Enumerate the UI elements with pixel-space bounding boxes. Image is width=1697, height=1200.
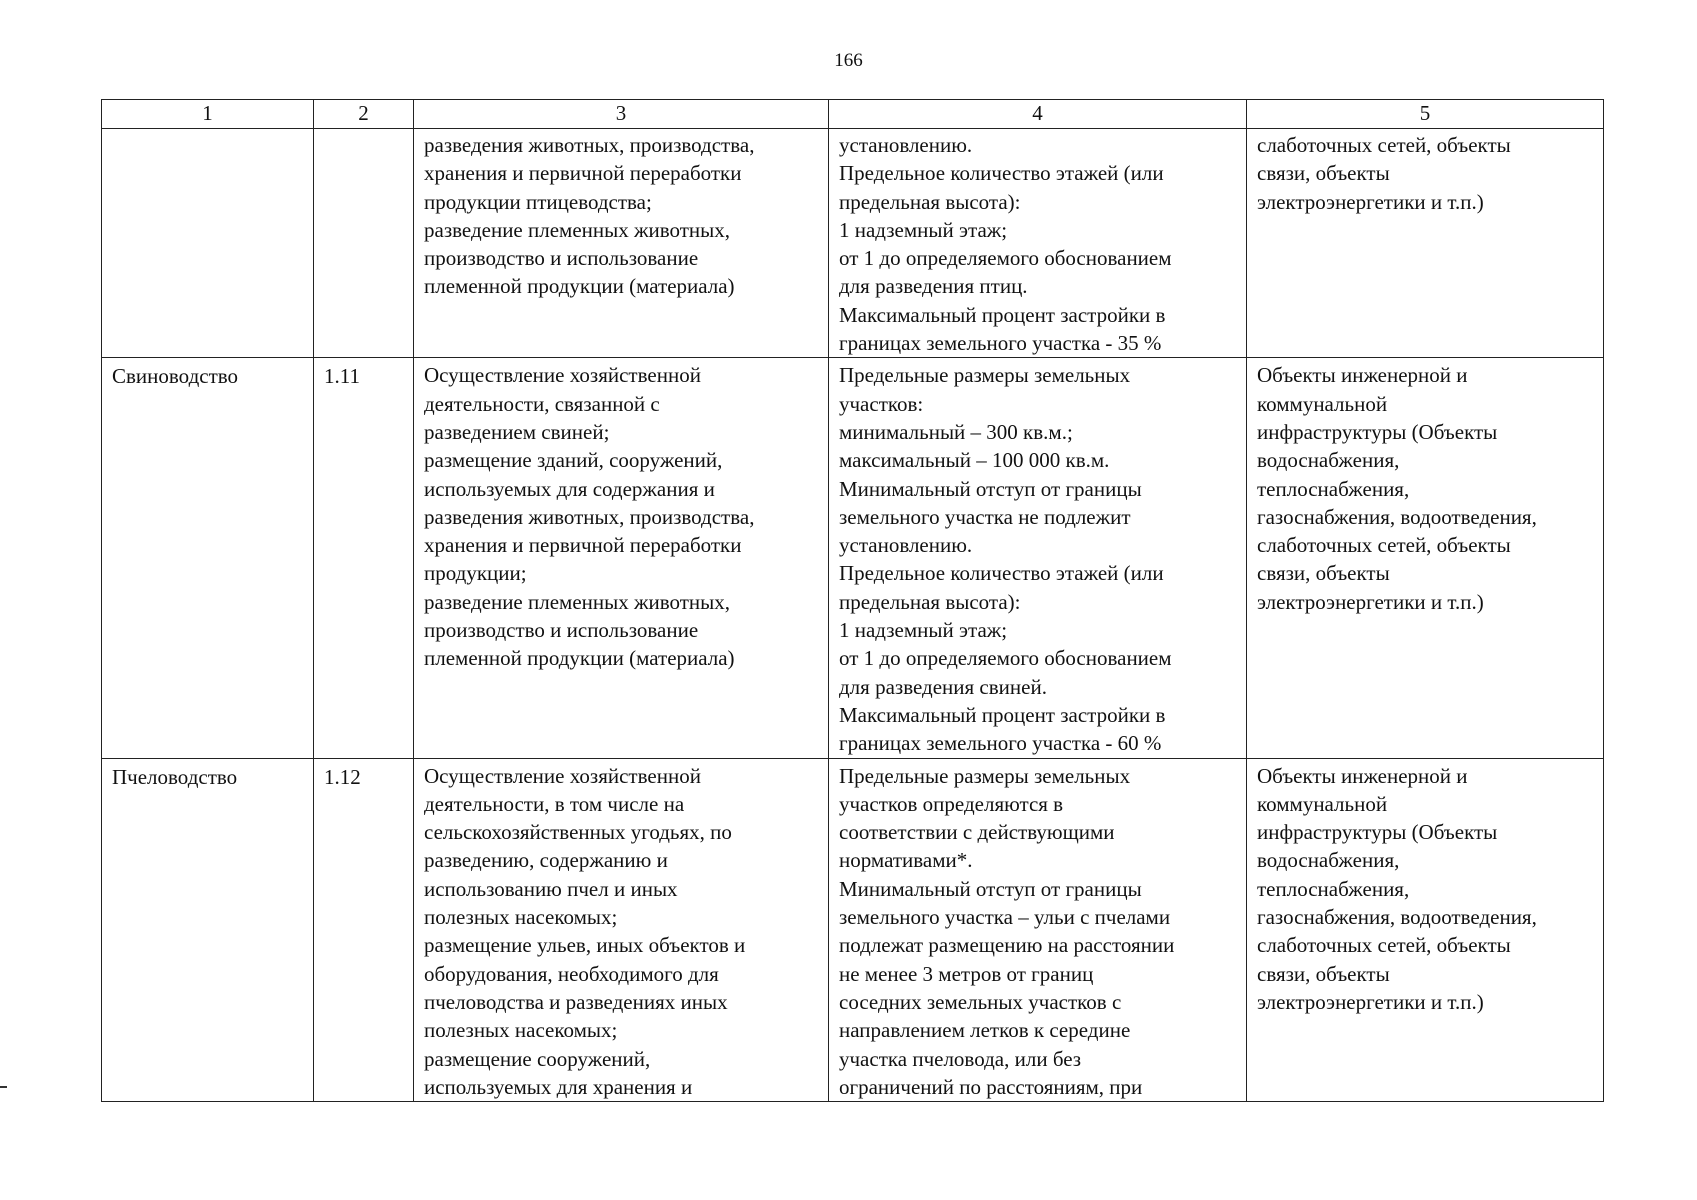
- parameters-cell: Предельные размеры земельных участков: минимальный – 300 кв.м.; максимальный – 100 000 кв.м. Минимальный отступ от границы земельного участка не подлежит установлению. Предельное количество этажей (или предельная высота): 1 надземный этаж; от 1 до определяемого обоснованием для разведения свиней. Максимальный процент застройки в границах земельного участка - 60 %: [829, 358, 1247, 758]
- auxiliary-uses-cell: Объекты инженерной и коммунальной инфраструктуры (Объекты водоснабжения, теплоснабжения, газоснабжения, водоотведения, слаботочных сетей, объекты связи, объекты электроэнергетики и т.п.): [1247, 358, 1604, 758]
- use-code-cell: 1.11: [314, 358, 414, 758]
- use-description-cell: Осуществление хозяйственной деятельности, в том числе на сельскохозяйственных угодьях, по разведению, содержанию и использованию пчел и иных полезных насекомых; размещение ульев, иных объектов и оборудования, необходимого для пчеловодства и разведениях иных полезных насекомых; размещение сооружений, используемых для хранения и: [414, 758, 829, 1102]
- land-use-table: [101, 99, 1604, 1102]
- auxiliary-uses-cell: Объекты инженерной и коммунальной инфраструктуры (Объекты водоснабжения, теплоснабжения, газоснабжения, водоотведения, слаботочных сетей, объекты связи, объекты электроэнергетики и т.п.): [1247, 758, 1604, 1102]
- use-name-cell: Пчеловодство: [102, 758, 314, 1102]
- column-header: 5: [1247, 100, 1604, 129]
- column-header: 4: [829, 100, 1247, 129]
- table-header-row: [102, 100, 1604, 129]
- table-row: [102, 129, 1604, 358]
- use-description-cell: разведения животных, производства, хранения и первичной переработки продукции птицеводства; разведение племенных животных, производство и использование племенной продукции (материала): [414, 129, 829, 358]
- parameters-cell: установлению. Предельное количество этажей (или предельная высота): 1 надземный этаж; от 1 до определяемого обоснованием для разведения птиц. Максимальный процент застройки в границах земельного участка - 35 %: [829, 129, 1247, 358]
- use-name-cell: [102, 129, 314, 358]
- use-name-cell: Свиноводство: [102, 358, 314, 758]
- column-header: 3: [414, 100, 829, 129]
- column-header: 2: [314, 100, 414, 129]
- table-row: [102, 358, 1604, 758]
- use-description-cell: Осуществление хозяйственной деятельности, связанной с разведением свиней; размещение зданий, сооружений, используемых для содержания и разведения животных, производства, хранения и первичной переработки продукции; разведение племенных животных, производство и использование племенной продукции (материала): [414, 358, 829, 758]
- parameters-cell: Предельные размеры земельных участков определяются в соответствии с действующими нормативами*. Минимальный отступ от границы земельного участка – ульи с пчелами подлежат размещению на расстоянии не менее 3 метров от границ соседних земельных участков с направлением летков к середине участка пчеловода, или без ограничений по расстояниям, при: [829, 758, 1247, 1102]
- page-number: 166: [834, 50, 863, 71]
- table-row: [102, 758, 1604, 1102]
- use-code-cell: 1.12: [314, 758, 414, 1102]
- use-code-cell: [314, 129, 414, 358]
- auxiliary-uses-cell: слаботочных сетей, объекты связи, объекты электроэнергетики и т.п.): [1247, 129, 1604, 358]
- column-header: 1: [102, 100, 314, 129]
- margin-mark: [0, 1086, 7, 1088]
